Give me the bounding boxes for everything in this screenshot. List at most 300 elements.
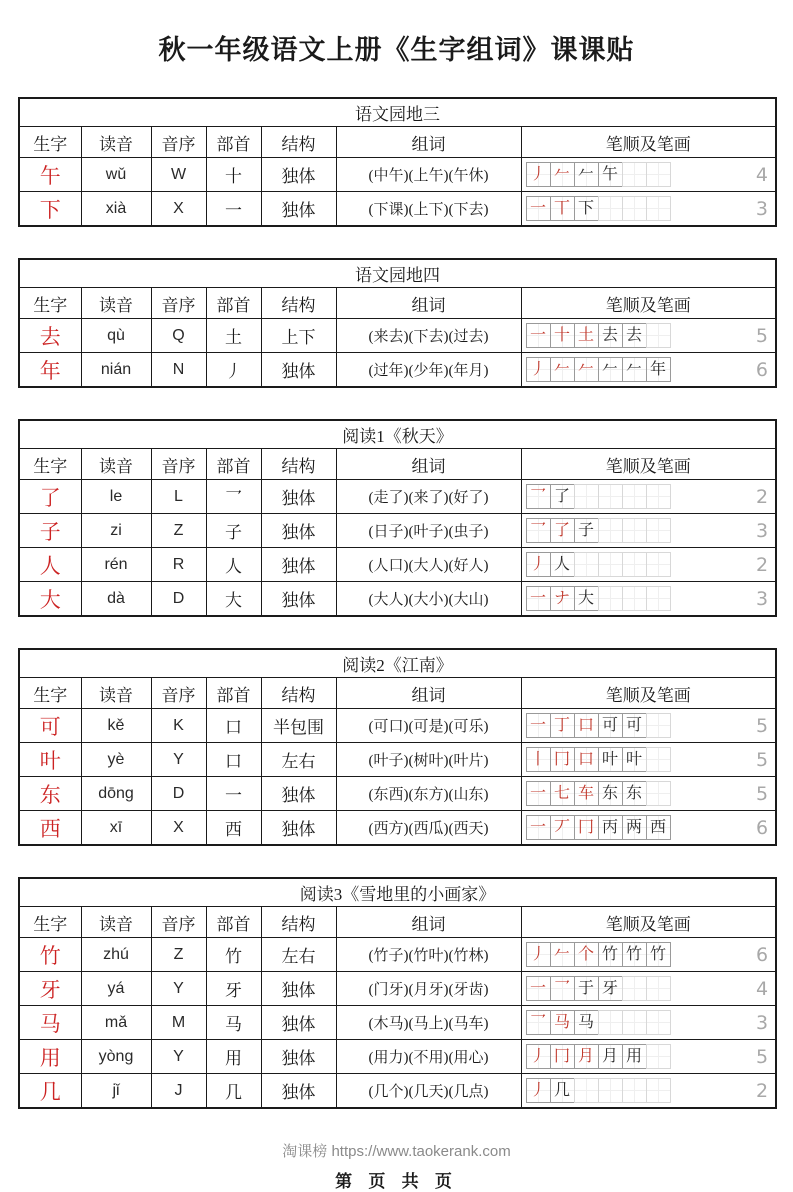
initial-cell: Z <box>151 938 206 972</box>
footer-site-url: 淘课榜 https://www.taokerank.com <box>282 1143 511 1160</box>
stroke-empty-box <box>622 552 647 577</box>
radical-cell: 一 <box>206 777 261 811</box>
char-cell: 东 <box>19 777 81 811</box>
char-cell: 马 <box>19 1006 81 1040</box>
stroke-step-box: 叶 <box>598 747 623 772</box>
stroke-count: 2 <box>755 485 769 508</box>
char-cell: 了 <box>19 480 81 514</box>
stroke-step-box: 一 <box>526 586 551 611</box>
structure-cell: 左右 <box>261 938 336 972</box>
stroke-step-box: 牙 <box>598 976 623 1001</box>
stroke-empty-box <box>574 1078 599 1103</box>
column-header: 组词 <box>336 449 521 480</box>
column-header: 组词 <box>336 907 521 938</box>
header-row <box>19 678 776 709</box>
stroke-empty-box <box>646 162 671 187</box>
radical-cell: 人 <box>206 548 261 582</box>
column-header: 笔顺及笔画 <box>521 288 776 319</box>
stroke-order-strip <box>526 1078 671 1103</box>
stroke-order-strip <box>526 518 671 543</box>
initial-cell: X <box>151 811 206 846</box>
header-row <box>19 907 776 938</box>
radical-cell: 丿 <box>206 353 261 388</box>
character-row <box>19 514 776 548</box>
column-header: 读音 <box>81 678 151 709</box>
stroke-step-box: 𠂉 <box>550 162 575 187</box>
section-title: 阅读1《秋天》 <box>19 420 776 449</box>
stroke-count: 4 <box>755 977 769 1000</box>
words-cell: (叶子)(树叶)(叶片) <box>336 743 521 777</box>
stroke-step-box: 丿 <box>526 1044 551 1069</box>
words-cell: (几个)(几天)(几点) <box>336 1074 521 1109</box>
stroke-order-strip <box>526 713 671 738</box>
words-cell: (人口)(大人)(好人) <box>336 548 521 582</box>
stroke-step-box: 可 <box>598 713 623 738</box>
character-row <box>19 777 776 811</box>
stroke-empty-box <box>622 976 647 1001</box>
stroke-step-box: 一 <box>526 713 551 738</box>
char-cell: 用 <box>19 1040 81 1074</box>
structure-cell: 独体 <box>261 1006 336 1040</box>
stroke-step-box: 丅 <box>550 196 575 221</box>
stroke-step-box: 丆 <box>550 815 575 840</box>
stroke-empty-box <box>646 1078 671 1103</box>
stroke-empty-box <box>598 1078 623 1103</box>
stroke-step-box: 西 <box>646 815 671 840</box>
stroke-step-box: 丿 <box>526 162 551 187</box>
column-header: 组词 <box>336 678 521 709</box>
pinyin-cell: dà <box>81 582 151 617</box>
stroke-step-box: 𠂉 <box>550 357 575 382</box>
radical-cell: 马 <box>206 1006 261 1040</box>
stroke-step-box: 冂 <box>550 1044 575 1069</box>
column-header: 生字 <box>19 907 81 938</box>
radical-cell: 大 <box>206 582 261 617</box>
stroke-step-box: 人 <box>550 552 575 577</box>
column-header: 笔顺及笔画 <box>521 127 776 158</box>
lesson-tables <box>18 97 775 1109</box>
character-row <box>19 480 776 514</box>
section-title: 语文园地三 <box>19 98 776 127</box>
initial-cell: Y <box>151 972 206 1006</box>
char-cell: 几 <box>19 1074 81 1109</box>
stroke-count: 3 <box>755 587 769 610</box>
pinyin-cell: rén <box>81 548 151 582</box>
char-cell: 子 <box>19 514 81 548</box>
structure-cell: 上下 <box>261 319 336 353</box>
structure-cell: 独体 <box>261 514 336 548</box>
stroke-step-box: 竹 <box>598 942 623 967</box>
radical-cell: 牙 <box>206 972 261 1006</box>
column-header: 音序 <box>151 907 206 938</box>
stroke-empty-box <box>646 586 671 611</box>
initial-cell: D <box>151 582 206 617</box>
initial-cell: L <box>151 480 206 514</box>
radical-cell: 用 <box>206 1040 261 1074</box>
stroke-step-box: 一 <box>526 196 551 221</box>
column-header: 读音 <box>81 288 151 319</box>
character-row <box>19 938 776 972</box>
structure-cell: 独体 <box>261 158 336 192</box>
stroke-step-box: 一 <box>526 323 551 348</box>
column-header: 部首 <box>206 678 261 709</box>
initial-cell: Z <box>151 514 206 548</box>
char-cell: 牙 <box>19 972 81 1006</box>
stroke-count: 5 <box>755 782 769 805</box>
stroke-order-cell <box>521 582 776 617</box>
char-cell: 大 <box>19 582 81 617</box>
stroke-order-cell <box>521 158 776 192</box>
stroke-step-box: ナ <box>550 586 575 611</box>
words-cell: (东西)(东方)(山东) <box>336 777 521 811</box>
stroke-step-box: 于 <box>574 976 599 1001</box>
radical-cell: 土 <box>206 319 261 353</box>
structure-cell: 独体 <box>261 1074 336 1109</box>
radical-cell: 子 <box>206 514 261 548</box>
stroke-empty-box <box>622 1010 647 1035</box>
stroke-empty-box <box>574 484 599 509</box>
stroke-order-cell <box>521 938 776 972</box>
stroke-order-cell <box>521 1074 776 1109</box>
stroke-step-box: 年 <box>646 357 671 382</box>
words-cell: (可口)(可是)(可乐) <box>336 709 521 743</box>
stroke-step-box: 大 <box>574 586 599 611</box>
stroke-step-box: 马 <box>550 1010 575 1035</box>
char-cell: 去 <box>19 319 81 353</box>
stroke-step-box: 竹 <box>622 942 647 967</box>
radical-cell: 竹 <box>206 938 261 972</box>
pinyin-cell: mǎ <box>81 1006 151 1040</box>
char-cell: 午 <box>19 158 81 192</box>
initial-cell: Y <box>151 1040 206 1074</box>
stroke-order-strip <box>526 484 671 509</box>
stroke-empty-box <box>646 747 671 772</box>
stroke-step-box: 丿 <box>526 942 551 967</box>
lesson-table <box>18 877 777 1109</box>
stroke-order-strip <box>526 357 671 382</box>
stroke-step-box: 丨 <box>526 747 551 772</box>
column-header: 部首 <box>206 907 261 938</box>
initial-cell: X <box>151 192 206 227</box>
initial-cell: Q <box>151 319 206 353</box>
column-header: 笔顺及笔画 <box>521 907 776 938</box>
initial-cell: R <box>151 548 206 582</box>
column-header: 读音 <box>81 907 151 938</box>
column-header: 结构 <box>261 127 336 158</box>
words-cell: (木马)(马上)(马车) <box>336 1006 521 1040</box>
stroke-empty-box <box>574 552 599 577</box>
column-header: 结构 <box>261 678 336 709</box>
stroke-empty-box <box>598 484 623 509</box>
stroke-step-box: 去 <box>622 323 647 348</box>
structure-cell: 独体 <box>261 548 336 582</box>
stroke-step-box: 口 <box>574 747 599 772</box>
stroke-empty-box <box>622 162 647 187</box>
char-cell: 可 <box>19 709 81 743</box>
stroke-order-cell <box>521 709 776 743</box>
stroke-order-strip <box>526 196 671 221</box>
stroke-count: 5 <box>755 748 769 771</box>
stroke-empty-box <box>622 586 647 611</box>
column-header: 结构 <box>261 907 336 938</box>
stroke-order-cell <box>521 480 776 514</box>
stroke-step-box: 𠂉 <box>574 162 599 187</box>
stroke-order-strip <box>526 815 671 840</box>
structure-cell: 独体 <box>261 192 336 227</box>
words-cell: (过年)(少年)(年月) <box>336 353 521 388</box>
stroke-count: 6 <box>755 358 769 381</box>
radical-cell: 口 <box>206 709 261 743</box>
character-row <box>19 972 776 1006</box>
char-cell: 下 <box>19 192 81 227</box>
stroke-count: 3 <box>755 1011 769 1034</box>
stroke-step-box: 口 <box>574 713 599 738</box>
column-header: 音序 <box>151 127 206 158</box>
column-header: 生字 <box>19 678 81 709</box>
pinyin-cell: yá <box>81 972 151 1006</box>
column-header: 音序 <box>151 678 206 709</box>
column-header: 读音 <box>81 127 151 158</box>
column-header: 音序 <box>151 449 206 480</box>
stroke-step-box: 车 <box>574 781 599 806</box>
stroke-step-box: 了 <box>550 484 575 509</box>
structure-cell: 独体 <box>261 972 336 1006</box>
pinyin-cell: kě <box>81 709 151 743</box>
character-row <box>19 158 776 192</box>
lesson-table <box>18 97 777 227</box>
stroke-step-box: 子 <box>574 518 599 543</box>
words-cell: (日子)(叶子)(虫子) <box>336 514 521 548</box>
stroke-empty-box <box>646 552 671 577</box>
stroke-step-box: 东 <box>598 781 623 806</box>
stroke-order-cell <box>521 743 776 777</box>
column-header: 部首 <box>206 288 261 319</box>
character-row <box>19 1006 776 1040</box>
stroke-step-box: 丿 <box>526 1078 551 1103</box>
stroke-step-box: 月 <box>574 1044 599 1069</box>
stroke-step-box: 冂 <box>550 747 575 772</box>
stroke-order-cell <box>521 1040 776 1074</box>
stroke-empty-box <box>622 196 647 221</box>
words-cell: (下课)(上下)(下去) <box>336 192 521 227</box>
column-header: 生字 <box>19 127 81 158</box>
stroke-step-box: 冂 <box>574 815 599 840</box>
stroke-order-strip <box>526 323 671 348</box>
header-row <box>19 288 776 319</box>
stroke-empty-box <box>598 196 623 221</box>
column-header: 生字 <box>19 288 81 319</box>
pinyin-cell: dōng <box>81 777 151 811</box>
column-header: 笔顺及笔画 <box>521 678 776 709</box>
stroke-step-box: 用 <box>622 1044 647 1069</box>
words-cell: (来去)(下去)(过去) <box>336 319 521 353</box>
column-header: 部首 <box>206 449 261 480</box>
initial-cell: J <box>151 1074 206 1109</box>
pinyin-cell: yòng <box>81 1040 151 1074</box>
stroke-step-box: 一 <box>526 815 551 840</box>
character-row <box>19 709 776 743</box>
stroke-step-box: 十 <box>550 323 575 348</box>
character-row <box>19 548 776 582</box>
stroke-order-cell <box>521 353 776 388</box>
page-title: 秋一年级语文上册《生字组词》课课贴 <box>158 35 635 65</box>
stroke-step-box: 丿 <box>526 552 551 577</box>
header-row <box>19 127 776 158</box>
char-cell: 西 <box>19 811 81 846</box>
stroke-count: 6 <box>755 943 769 966</box>
stroke-order-strip <box>526 162 671 187</box>
lesson-table <box>18 258 777 388</box>
stroke-step-box: 下 <box>574 196 599 221</box>
pinyin-cell: le <box>81 480 151 514</box>
stroke-step-box: 乛 <box>550 976 575 1001</box>
stroke-step-box: 𠂉 <box>622 357 647 382</box>
stroke-order-cell <box>521 1006 776 1040</box>
stroke-order-strip <box>526 747 671 772</box>
stroke-order-cell <box>521 548 776 582</box>
stroke-order-strip <box>526 1010 671 1035</box>
stroke-order-cell <box>521 777 776 811</box>
pinyin-cell: jǐ <box>81 1074 151 1109</box>
structure-cell: 半包围 <box>261 709 336 743</box>
character-row <box>19 582 776 617</box>
stroke-count: 2 <box>755 553 769 576</box>
column-header: 组词 <box>336 127 521 158</box>
words-cell: (用力)(不用)(用心) <box>336 1040 521 1074</box>
initial-cell: M <box>151 1006 206 1040</box>
stroke-step-box: 几 <box>550 1078 575 1103</box>
structure-cell: 独体 <box>261 811 336 846</box>
character-row <box>19 1074 776 1109</box>
character-row <box>19 353 776 388</box>
stroke-count: 5 <box>755 1045 769 1068</box>
section-title: 语文园地四 <box>19 259 776 288</box>
stroke-empty-box <box>598 552 623 577</box>
character-row <box>19 192 776 227</box>
stroke-step-box: 𠂉 <box>598 357 623 382</box>
stroke-order-strip <box>526 976 671 1001</box>
stroke-step-box: 一 <box>526 781 551 806</box>
stroke-empty-box <box>646 781 671 806</box>
stroke-step-box: 竹 <box>646 942 671 967</box>
initial-cell: K <box>151 709 206 743</box>
column-header: 组词 <box>336 288 521 319</box>
words-cell: (走了)(来了)(好了) <box>336 480 521 514</box>
stroke-empty-box <box>646 196 671 221</box>
stroke-count: 2 <box>755 1079 769 1102</box>
stroke-empty-box <box>622 484 647 509</box>
stroke-step-box: 个 <box>574 942 599 967</box>
radical-cell: 几 <box>206 1074 261 1109</box>
structure-cell: 独体 <box>261 777 336 811</box>
character-row <box>19 319 776 353</box>
stroke-empty-box <box>622 1078 647 1103</box>
pinyin-cell: yè <box>81 743 151 777</box>
stroke-empty-box <box>646 323 671 348</box>
stroke-step-box: 乛 <box>526 1010 551 1035</box>
char-cell: 年 <box>19 353 81 388</box>
words-cell: (中午)(上午)(午休) <box>336 158 521 192</box>
stroke-order-strip <box>526 781 671 806</box>
stroke-empty-box <box>598 1010 623 1035</box>
footer-page-number: 第 页 共 页 <box>335 1172 458 1191</box>
stroke-step-box: 一 <box>526 976 551 1001</box>
pinyin-cell: xī <box>81 811 151 846</box>
pinyin-cell: zi <box>81 514 151 548</box>
radical-cell: 十 <box>206 158 261 192</box>
stroke-step-box: 午 <box>598 162 623 187</box>
stroke-count: 6 <box>755 816 769 839</box>
structure-cell: 独体 <box>261 480 336 514</box>
initial-cell: D <box>151 777 206 811</box>
structure-cell: 左右 <box>261 743 336 777</box>
stroke-count: 3 <box>755 197 769 220</box>
lesson-table <box>18 419 777 617</box>
stroke-order-strip <box>526 586 671 611</box>
stroke-step-box: 了 <box>550 518 575 543</box>
stroke-count: 3 <box>755 519 769 542</box>
pinyin-cell: qù <box>81 319 151 353</box>
stroke-step-box: 东 <box>622 781 647 806</box>
initial-cell: W <box>151 158 206 192</box>
words-cell: (门牙)(月牙)(牙齿) <box>336 972 521 1006</box>
header-row <box>19 449 776 480</box>
initial-cell: N <box>151 353 206 388</box>
stroke-empty-box <box>646 1010 671 1035</box>
stroke-step-box: 丙 <box>598 815 623 840</box>
column-header: 部首 <box>206 127 261 158</box>
lesson-table <box>18 648 777 846</box>
stroke-step-box: 𠂉 <box>550 942 575 967</box>
char-cell: 竹 <box>19 938 81 972</box>
stroke-order-strip <box>526 552 671 577</box>
page-footer <box>18 1140 775 1192</box>
pinyin-cell: nián <box>81 353 151 388</box>
stroke-order-cell <box>521 514 776 548</box>
stroke-order-strip <box>526 1044 671 1069</box>
stroke-step-box: 七 <box>550 781 575 806</box>
stroke-step-box: 𠂉 <box>574 357 599 382</box>
character-row <box>19 1040 776 1074</box>
radical-cell: 西 <box>206 811 261 846</box>
stroke-empty-box <box>598 586 623 611</box>
section-title: 阅读3《雪地里的小画家》 <box>19 878 776 907</box>
section-title: 阅读2《江南》 <box>19 649 776 678</box>
radical-cell: 乛 <box>206 480 261 514</box>
stroke-empty-box <box>598 518 623 543</box>
stroke-step-box: 叶 <box>622 747 647 772</box>
column-header: 结构 <box>261 449 336 480</box>
stroke-order-cell <box>521 192 776 227</box>
stroke-empty-box <box>646 484 671 509</box>
pinyin-cell: xià <box>81 192 151 227</box>
stroke-count: 5 <box>755 714 769 737</box>
stroke-order-cell <box>521 972 776 1006</box>
stroke-order-cell <box>521 811 776 846</box>
stroke-order-strip <box>526 942 671 967</box>
radical-cell: 口 <box>206 743 261 777</box>
stroke-empty-box <box>646 976 671 1001</box>
stroke-count: 4 <box>755 163 769 186</box>
stroke-empty-box <box>622 518 647 543</box>
column-header: 读音 <box>81 449 151 480</box>
stroke-step-box: 乛 <box>526 518 551 543</box>
pinyin-cell: wǔ <box>81 158 151 192</box>
stroke-empty-box <box>646 518 671 543</box>
words-cell: (大人)(大小)(大山) <box>336 582 521 617</box>
stroke-step-box: 乛 <box>526 484 551 509</box>
words-cell: (竹子)(竹叶)(竹林) <box>336 938 521 972</box>
